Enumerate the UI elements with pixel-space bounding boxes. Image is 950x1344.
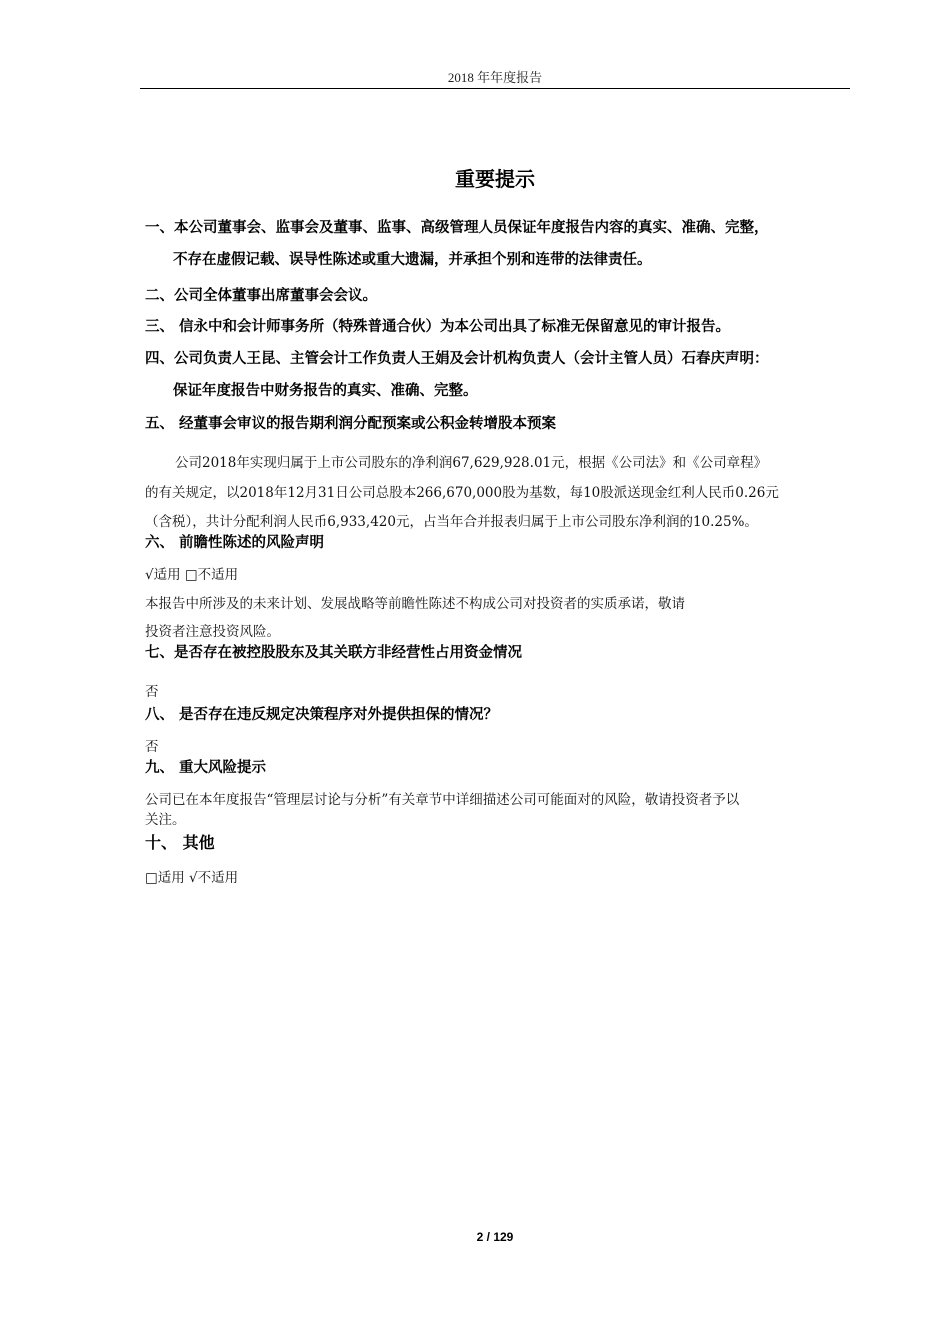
item1-line1: 一、本公司董事会、监事会及董事、监事、高级管理人员保证年度报告内容的真实、准确、完整， bbox=[145, 220, 769, 236]
item2-text: 二、公司全体董事出席董事会会议。 bbox=[145, 288, 377, 304]
item5-paragraph-line1: 公司2018年实现归属于上市公司股东的净利润67,629,928.01元，根据《公司法》和《公司章程》 bbox=[175, 455, 768, 471]
item1-line2: 不存在虚假记载、误导性陈述或重大遗漏，并承担个别和连带的法律责任。 bbox=[173, 252, 652, 268]
item9-heading: 九、 重大风险提示 bbox=[145, 760, 267, 776]
item9-paragraph-line2: 关注。 bbox=[145, 812, 186, 828]
item6-applicable-checkbox: √适用 □不适用 bbox=[145, 567, 239, 583]
item4-line1: 四、公司负责人王昆、主管会计工作负责人王娟及会计机构负责人（会计主管人员）石春庆声明： bbox=[145, 351, 769, 367]
item7-answer: 否 bbox=[145, 684, 159, 700]
page-number: 2 / 129 bbox=[476, 1230, 514, 1244]
item6-heading: 六、 前瞻性陈述的风险声明 bbox=[145, 535, 325, 551]
page-header-title: 2018 年年度报告 bbox=[447, 70, 543, 85]
item7-heading: 七、是否存在被控股股东及其关联方非经营性占用资金情况 bbox=[145, 645, 522, 661]
header-divider bbox=[140, 88, 850, 89]
item4-line2: 保证年度报告中财务报告的真实、准确、完整。 bbox=[173, 383, 478, 399]
page-title: 重要提示 bbox=[455, 167, 535, 191]
item5-paragraph-line2: 的有关规定，以2018年12月31日公司总股本266,670,000股为基数，每10股派送现金红利人民币0.26元 bbox=[145, 485, 779, 501]
item8-answer: 否 bbox=[145, 739, 159, 755]
item5-heading: 五、 经董事会审议的报告期利润分配预案或公积金转增股本预案 bbox=[145, 416, 557, 432]
item5-paragraph-line3: （含税），共计分配利润人民币6,933,420元，占当年合并报表归属于上市公司股东净利润的10.25%。 bbox=[145, 514, 758, 530]
item6-paragraph-line1: 本报告中所涉及的未来计划、发展战略等前瞻性陈述不构成公司对投资者的实质承诺，敬请 bbox=[145, 596, 685, 612]
item9-paragraph-line1: 公司已在本年度报告“管理层讨论与分析”有关章节中详细描述公司可能面对的风险，敬请投资者予以 bbox=[145, 792, 740, 808]
item3-text: 三、 信永中和会计师事务所（特殊普通合伙）为本公司出具了标准无保留意见的审计报告。 bbox=[145, 319, 731, 335]
item8-heading: 八、 是否存在违反规定决策程序对外提供担保的情况？ bbox=[145, 707, 499, 723]
item10-heading: 十、 其他 bbox=[145, 833, 215, 852]
item6-paragraph-line2: 投资者注意投资风险。 bbox=[145, 624, 280, 640]
item10-applicable-checkbox: □适用 √不适用 bbox=[145, 870, 239, 886]
